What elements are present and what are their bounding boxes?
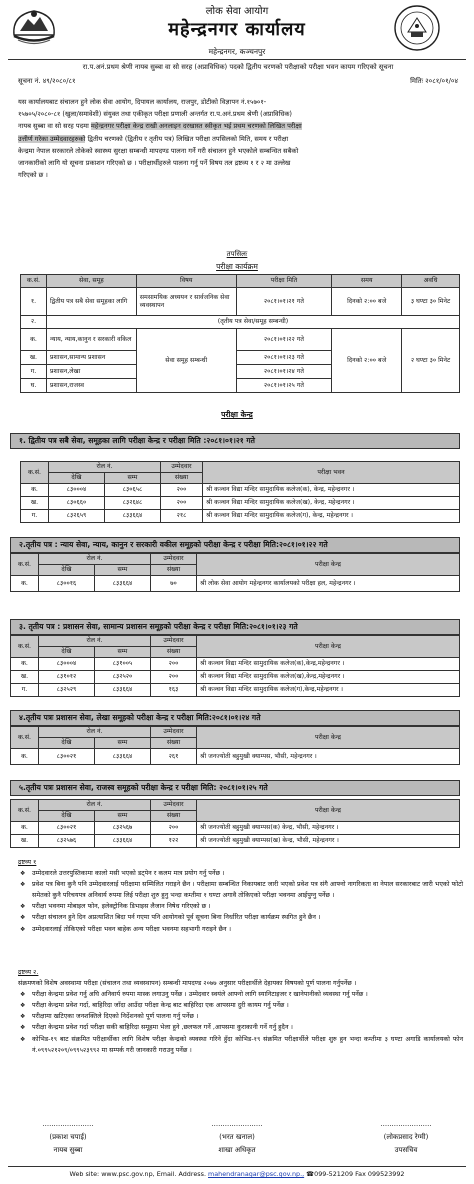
cell: श्री जनज्योती बहुमुखी क्याम्पस(ख) केन्द्र, भौसी, महेन्द्रनगर । (197, 835, 460, 848)
col-header: रोल नं. (49, 462, 161, 473)
col-header: रोल नं. (39, 727, 151, 738)
col-header: सम्म (95, 565, 151, 576)
body-line: यस कार्यालयबाट संचालन हुने लोक सेवा आयोग, दिपायल कार्यालय, राजपुर, डोटीको विज्ञापन नं.१५७०१- (18, 98, 267, 106)
col-header: देखि (39, 738, 95, 749)
col-header: अवधि (402, 275, 460, 288)
cell: ८३२५७६ (39, 835, 95, 848)
notice-number: सूचना नं. ४९/२०८०/८१ (18, 77, 76, 85)
signatory-role: शाखा अधिकृत (218, 1146, 256, 1154)
section-band: १. द्वितीय पत्र सबै सेवा, समूहका लागि परीक्षा केन्द्र र परीक्षा मिति :२०८१।०१।२१ गते (10, 433, 460, 449)
table-row (11, 835, 460, 848)
col-header: परीक्षा भवन (203, 462, 460, 484)
cell: २०० (151, 658, 197, 671)
cell: ८३००२१ (39, 749, 95, 765)
cell: २०० (161, 484, 203, 497)
schedule-title: परीक्षा कार्यक्रम (216, 262, 258, 271)
col-header: सम्म (105, 473, 161, 484)
cell: २ घण्टा ३० मिनेट (402, 329, 460, 393)
centre-table-3 (10, 635, 460, 697)
cell: ८३३६६४ (105, 510, 161, 523)
table-row (11, 671, 460, 684)
cell: ८३०६६० (49, 497, 105, 510)
col-header: क.सं. (21, 275, 47, 288)
cell: श्री कञ्चन विद्या मन्दिर सामुदायिक कलेज(ग), केन्द्र, महेन्द्रनगर । (203, 510, 460, 523)
col-header: देखि (39, 565, 95, 576)
cell: ८३२६५९ (49, 510, 105, 523)
footer-website: Web site: www.psc.gov.np, Email. Address. (69, 1170, 209, 1178)
cell: १. (21, 288, 47, 316)
list-item: ❖ परीक्षा केन्द्रमा प्रवेश गर्नु अघि अनिवार्य रुपमा मास्क लगाउनु पर्नेछ । उम्मेदवार स्वयंले आफ्नो लागि स्यानिटाइजर र खानेपानीको व्यवस्था गर्नु पर्नेछ । (18, 989, 463, 1000)
cell: न्याय, न्याय,कानुन र सरकारी वकिल (46, 329, 136, 351)
table-row (11, 576, 460, 592)
cell: ८३३६६४ (95, 749, 151, 765)
cell: प्रशासन,लेखा (46, 365, 136, 379)
cell: २०० (151, 822, 197, 835)
signatory-name: (भरत खनाल) (219, 1133, 255, 1141)
col-header: रोल नं. (39, 636, 151, 647)
cell: ख. (21, 351, 47, 365)
cell: ८३३६६४ (95, 576, 151, 592)
body-line: उत्तीर्ण गरेका उम्मेदवारहरुको द्वितीय चरणको (द्वितीय र तृतीय पत्र) लिखित परीक्षा तपसिलको मिति, समय र परीक्षा (18, 134, 289, 143)
cell: क. (11, 749, 39, 765)
cell: २०८१।०१।२३ गते (236, 351, 332, 365)
col-header: परीक्षा केन्द्र (197, 636, 460, 658)
cell: ८३१०१२ (39, 671, 95, 684)
cell: २०८१।०१।२५ गते (236, 379, 332, 393)
list-item: ❖ कोभिड-१९ बाट संक्रमित परीक्षार्थीका लागि विशेष परीक्षा केन्द्रको व्यवस्था गरिने हुँदा कोभिड-१९ संक्रमित परीक्षार्थीले परीक्षा शुरु हुन भन्दा कम्तीमा ३ घण्टा अगाडि कार्यालयको फोन नं.०९९५२१२०९/०९९५२३९९२ मा सम्पर्क गरी जानकारी गराउनु पर्नेछ । (18, 1034, 463, 1056)
body-line: केन्द्रमा नेपाल सरकारले तोकेको स्वास्थ्य सुरक्षा सम्बन्धी मापदण्ड पालना गर्ने गरी संचालन हुने भएकोले सम्बन्धित सबैको (18, 146, 299, 155)
cell: श्री कञ्चन विद्या मन्दिर सामुदायिक कलेज(क), केन्द्र, महेन्द्रनगर । (203, 484, 460, 497)
footer-email-link[interactable]: mahendranagar@psc.gov.np., (208, 1170, 305, 1178)
table-row (21, 329, 460, 351)
signature-line: ....................... (380, 1120, 432, 1128)
cell: ८३००२१ (39, 822, 95, 835)
col-header: उम्मेदवार (151, 800, 197, 811)
highlighted-text: उत्तीर्ण गरेका उम्मेदवारहरुको (18, 134, 86, 143)
body-line: जानकारीको लागि यो सूचना प्रकाशन गरिएको छ । परीक्षार्थीहरुले पालना गर्नु पर्ने विषय तल द्रष्टव्य १ र २ मा उल्लेख (18, 159, 291, 168)
col-header: संख्या (151, 647, 197, 658)
psc-seal-logo (393, 4, 441, 52)
cell: श्री जनज्योती बहुमुखी क्याम्पस(क) केन्द्र, भौसी, महेन्द्रनगर । (197, 822, 460, 835)
col-header: सम्म (95, 738, 151, 749)
cell: दिनको २:०० बजे (332, 329, 402, 393)
cell: क. (11, 658, 39, 671)
centre-table-1 (20, 461, 460, 523)
schedule-table (20, 274, 460, 393)
body-line: गरिएको छ । (18, 171, 48, 180)
section-band: ३. तृतीय पत्र : प्रशासन सेवा, सामान्य प्रशासन समूहको परीक्षा केन्द्र र परीक्षा मिति:२०८१।०१।२३ गते (10, 619, 460, 635)
table-row (11, 749, 460, 765)
cell: ख. (11, 835, 39, 848)
body-line: नायब सुब्बा वा सो सरह पदमा महेन्द्रनगर परीक्षा केन्द्र राखी अनलाइन दरखास्त स्वीकृत भई प्रथम चरणको लिखित परीक्षा (18, 122, 302, 131)
cell: ग. (21, 365, 47, 379)
signatory-name: (लोकप्रसाद रेग्मी) (383, 1133, 429, 1141)
col-header: क.सं. (21, 462, 49, 484)
section-band: २.तृतीय पत्र : न्याय सेवा, न्याय, कानुन र सरकारी वकील समूहको परीक्षा केन्द्र र परीक्षा मिति:२०८१।०१।२२ गते (10, 537, 460, 553)
col-header: देखि (39, 647, 95, 658)
signatory-3 (350, 1118, 462, 1157)
signature-line: ....................... (42, 1120, 94, 1128)
cell: क. (21, 484, 49, 497)
col-header: सम्म (95, 647, 151, 658)
signature-line: ....................... (211, 1120, 263, 1128)
list-item: ❖ परीक्षा संचालन हुने दिन अप्रत्याशित बिदा पर्न गएमा पनि आयोगको पूर्व सूचना बिना निर्धारित परीक्षा कार्यक्रम स्थगित हुने छैन । (18, 912, 463, 923)
col-header: संख्या (161, 473, 203, 484)
cell: घ. (21, 379, 47, 393)
list-item: ❖ प्रवेश पत्र बिना कुनै पनि उम्मेदवारलाई परीक्षामा सम्मिलित गराइने छैन । परीक्षामा सम्बन्धित निकायबाट जारी भएको प्रवेश पत्र संगै आफ्नो नागरिकता वा नेपाल सरकारबाट जारी भएको फोटो समेतको कुनै परिचयपत्र अनिवार्य रुपमा लिई परीक्षा शुरु हुनु भन्दा कम्तीमा १ घण्टा अगावै तोकिएको परीक्षा भवनमा आईपुग्नु पर्नेछ । (18, 879, 463, 901)
col-header: परीक्षा मिति (236, 275, 332, 288)
footer-phone: ☎099-521209 Fax 099523992 (304, 1170, 405, 1178)
table-row (21, 484, 460, 497)
cell: समसामयिक अध्ययन र सार्वजनिक सेवा व्यवस्थापन (136, 288, 236, 316)
col-header: विषय (136, 275, 236, 288)
col-header: परीक्षा केन्द्र (197, 727, 460, 749)
signatory-1 (18, 1118, 118, 1157)
cell: ८३१००५ (95, 658, 151, 671)
list-item: ❖ उम्मेदवारलाई तोकिएको परीक्षा भवन बाहेक अन्य परीक्षा भवनमा सहभागी गराइने छैन । (18, 924, 463, 935)
cell: ८३०००४ (49, 484, 105, 497)
col-header: रोल नं. (39, 554, 151, 565)
col-header: रोल नं. (39, 800, 151, 811)
org-name: लोक सेवा आयोग (205, 6, 269, 17)
highlighted-text: महेन्द्रनगर परीक्षा केन्द्र राखी अनलाइन दरखास्त स्वीकृत भई प्रथम चरणको लिखित परीक्षा (90, 122, 302, 131)
centre-table-5 (10, 799, 460, 848)
centres-title: परीक्षा केन्द्र (221, 410, 253, 419)
col-header: संख्या (151, 565, 197, 576)
cell: २६१ (151, 749, 197, 765)
table-row (21, 316, 460, 329)
cell: २१८ (161, 510, 203, 523)
col-header: क.सं. (11, 636, 39, 658)
table-row (21, 510, 460, 523)
cell: क. (11, 576, 39, 592)
cell: ३ घण्टा ३० मिनेट (402, 288, 460, 316)
cell: ८३३६६४ (95, 835, 151, 848)
cell: १२२ (151, 835, 197, 848)
office-address: महेन्द्रनगर, कञ्चनपुर (208, 47, 266, 56)
cell: सेवा समूह सम्बन्धी (136, 329, 236, 393)
cell: ख. (11, 671, 39, 684)
tapsil-heading: तपसिलः (226, 250, 248, 258)
footer (0, 1170, 474, 1178)
cell: ८३३६६४ (95, 684, 151, 697)
table-row (11, 658, 460, 671)
cell: २०८१।०१।२२ गते (236, 329, 332, 351)
col-header: संख्या (151, 811, 197, 822)
cell: २०० (151, 671, 197, 684)
notes-2-title: द्रष्टव्य २. (18, 968, 39, 976)
table-row (11, 684, 460, 697)
list-item: ❖ परीक्षा भवनमा मोबाइल फोन, इलेक्ट्रोनिक डिभाइस लैजान निषेध गरिएको छ । (18, 901, 463, 912)
cell: प्रशासन,राजस्व (46, 379, 136, 393)
notice-date: मितिः २०८१/०१/०४ (410, 77, 458, 85)
cell: ७० (151, 576, 197, 592)
table-row (21, 497, 460, 510)
cell: (तृतीय पत्र सेवा/समूह सम्बन्धी) (46, 316, 459, 329)
signatory-2 (187, 1118, 287, 1157)
cell: ८३२५२९ (39, 684, 95, 697)
cell: श्री कञ्चन विद्या मन्दिर सामुदायिक कलेज(ख), केन्द्र, महेन्द्रनगर । (203, 497, 460, 510)
col-header: क.सं. (11, 727, 39, 749)
list-item: ❖ परीक्षा केन्द्रमा प्रवेश गर्दा परीक्षा सकी बाहिरिदा समूहमा भेला हुने ,छलफल गर्ने ,आपसमा कुराकानी गर्ने गर्नु हुदैन । (18, 1022, 463, 1033)
col-header: संख्या (151, 738, 197, 749)
col-header: उम्मेदवार (151, 727, 197, 738)
list-item: ❖ परीक्षामा खटिएका जनशक्तिले दिएको निर्देशनको पूर्ण पालना गर्नु पर्नेछ । (18, 1011, 463, 1022)
table-row (21, 288, 460, 316)
notice-subject: रा.प.अनं.प्रथम श्रेणी नायब सुब्बा वा सो सरह (अप्राविधिक) पदको द्वितीय चरणको परीक्षाको परीक्षा भवन कायम गरिएको सूचना (82, 63, 394, 71)
cell: २०० (161, 497, 203, 510)
cell: ८३२५२० (95, 671, 151, 684)
col-header: क.सं. (11, 800, 39, 822)
notes-1 (18, 857, 463, 935)
col-header: देखि (39, 811, 95, 822)
cell: ८३००१६ (39, 576, 95, 592)
cell: श्री कञ्चन विद्या मन्दिर सामुदायिक कलेज(ख),केन्द्र,महेन्द्रनगर । (197, 671, 460, 684)
col-header: समय (332, 275, 402, 288)
cell: क. (21, 329, 47, 351)
cell: ८३०६५८ (105, 484, 161, 497)
table-row (11, 822, 460, 835)
section-band: ५.तृतीय पत्रः प्रशासन सेवा, राजस्व समूहको परीक्षा केन्द्र र परीक्षा मिति: २०८१।०१।२५ गते (10, 780, 460, 796)
cell: ८३२६४८ (105, 497, 161, 510)
cell: क. (11, 822, 39, 835)
col-header: क.सं. (11, 554, 39, 576)
cell: श्री कञ्चन विद्या मन्दिर सामुदायिक कलेज(ग),केन्द्र,महेन्द्रनगर । (197, 684, 460, 697)
notes-2 (18, 967, 463, 1056)
signatory-name: (प्रकाश चपाई) (49, 1133, 87, 1141)
list-item: ❖ उम्मेदवारले उत्तरपुस्तिकामा कालो मसी भएको डट्पेन र कलम मात्र प्रयोग गर्नु पर्नेछ । (18, 868, 463, 879)
signatory-role: उपसचिव (394, 1146, 418, 1154)
cell: ग. (21, 510, 49, 523)
notice-body (18, 96, 458, 181)
cell: द्वितीय पत्र सबै सेवा समूहका लागि (46, 288, 136, 316)
cell: २०८१।०१।२४ गते (236, 365, 332, 379)
cell: २०८१।०१।२१ गते (236, 288, 332, 316)
cell: श्री जनज्योती बहुमुखी क्याम्पस, भौसी, महेन्द्रनगर । (197, 749, 460, 765)
col-header: उम्मेदवार (161, 462, 203, 473)
cell: ग. (11, 684, 39, 697)
col-header: परीक्षा केन्द्र (197, 554, 460, 576)
col-header: उम्मेदवार (151, 554, 197, 565)
notes-2-intro: संक्रमणको विशेष अवस्थामा परीक्षा (संचालन तथा व्यवस्थापन) सम्बन्धी मापदण्ड २०७७ अनुसार परीक्षार्थीले देहायका विषयको पूर्ण पालना गर्नुपर्नेछ । (18, 979, 357, 988)
list-item: ❖ परीक्षा केन्द्रमा प्रवेश गर्दा, बाहिरिदा जाँदा आउँदा परीक्षा केन्द्र बाट बाहिरिदा एक आपसमा दुरी कायम गर्नु पर्नेछ । (18, 1000, 463, 1011)
col-header: परीक्षा केन्द्र (197, 800, 460, 822)
body-line: १५७०५/२०८०-८१ (खुला/समावेशी) संयुक्त तथा एकीकृत परीक्षा प्रणाली अन्तर्गत रा.प.अनं.प्रथम श्रेणी (अप्राविधिक) (18, 110, 292, 119)
cell: श्री कञ्चन विद्या मन्दिर सामुदायिक कलेज(क),केन्द्र,महेन्द्रनगर । (197, 658, 460, 671)
centre-table-4 (10, 726, 460, 765)
centre-table-2 (10, 553, 460, 592)
cell: ८३०००४ (39, 658, 95, 671)
cell: दिनको २:०० बजे (332, 288, 402, 316)
cell: २. (21, 316, 47, 329)
notes-1-title: द्रष्टव्य १ (18, 858, 37, 866)
col-header: सम्म (95, 811, 151, 822)
col-header: देखि (49, 473, 105, 484)
cell: श्री लोक सेवा आयोग महेन्द्रनगर कार्यालयको परीक्षा हल, महेन्द्रनगर । (197, 576, 460, 592)
cell: ख. (21, 497, 49, 510)
cell: ८३२५६७ (95, 822, 151, 835)
section-band: ४.तृतीय पत्रः प्रशासन सेवा, लेखा समूहको परीक्षा केन्द्र र परीक्षा मिति:२०८१।०१।२४ गते (10, 710, 460, 726)
col-header: सेवा, समूह (46, 275, 136, 288)
cell: १६३ (151, 684, 197, 697)
cell: प्रशासन,सामान्य प्रशासन (46, 351, 136, 365)
signatory-role: नायब सुब्बा (53, 1146, 83, 1154)
office-name: महेन्द्रनगर कार्यालय (168, 19, 306, 40)
col-header: उम्मेदवार (151, 636, 197, 647)
